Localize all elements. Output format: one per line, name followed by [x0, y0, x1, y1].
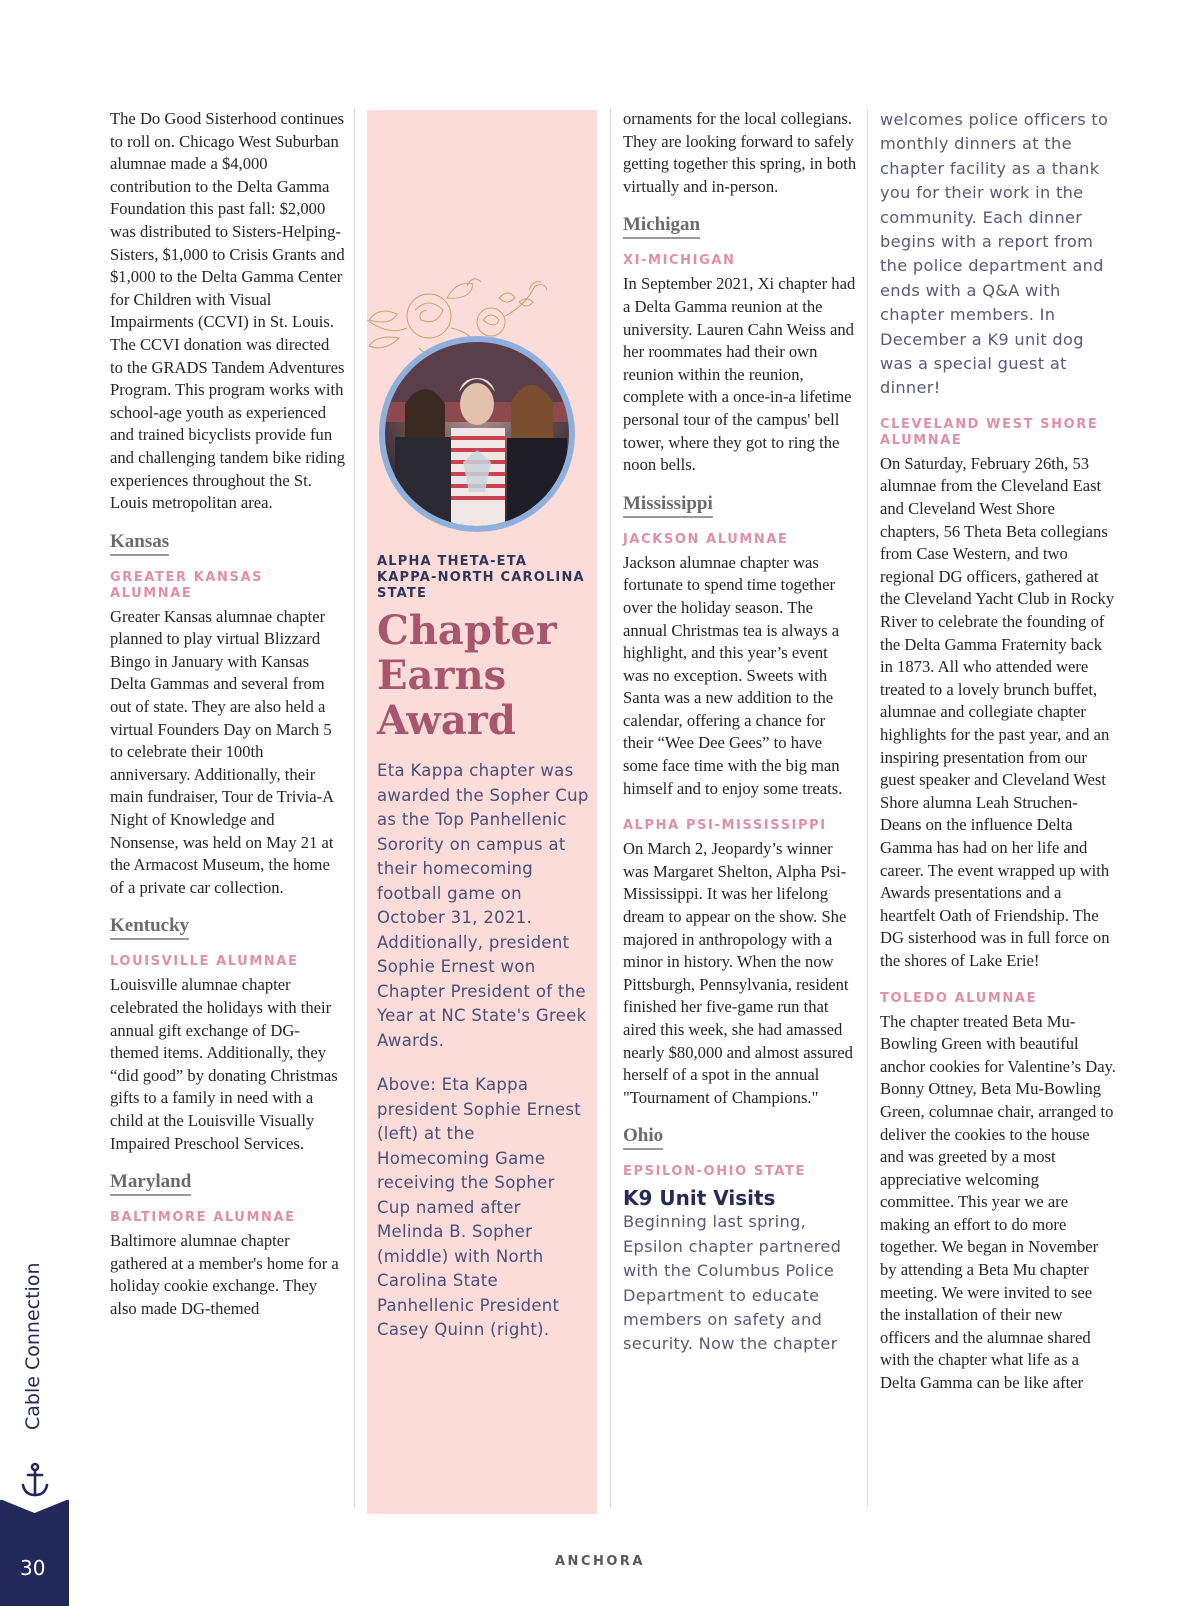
section-paragraph: Beginning last spring, Epsilon chapter partnered with the Columbus Police Department to educate members on safety and security. Now the chapter	[623, 1212, 842, 1354]
section-paragraph: The chapter treated Beta Mu-Bowling Green with beautiful anchor cookies for Valentine’s Day. Bonny Ottney, Beta Mu-Bowling Green, columnae chair, arranged to deliver the cookies to the house and was greeted by a most appreciative welcoming committee. This year we are making an effort to do more together. We began in November by attending a Beta Mu chapter meeting. We were invited to see the installation of their new officers and the alumnae shared with the chapter what life as a Delta Gamma can be like after	[880, 1011, 1116, 1393]
continued-paragraph: welcomes police officers to monthly dinners at the chapter facility as a thank you for their work in the community. Each dinner begins with a report from the police department and ends with a Q&A with chapter members. In December a K9 unit dog was a special guest at dinner!	[880, 110, 1109, 398]
section-paragraph: Greater Kansas alumnae chapter planned to play virtual Blizzard Bingo in January with Kansas Delta Gammas and several from out of state. They are also held a virtual Founders Day on March 5 to celebrate their 100th anniversary. Additionally, their main fundraiser, Tour de Trivia-A Night of Knowledge and Nonsense, was held on May 21 at the Armacost Museum, the home of a private car collection.	[110, 606, 334, 897]
section-cleveland	[880, 417, 1116, 973]
state-heading: Michigan	[623, 214, 700, 239]
column-4	[880, 108, 1116, 1395]
section-toledo	[880, 991, 1116, 1395]
state-heading: Mississippi	[623, 493, 713, 518]
page-tab	[0, 1500, 69, 1606]
section-paragraph: Louisville alumnae chapter celebrated the holidays with their annual gift exchange of DG-themed items. Additionally, they “did good” by donating Christmas gifts to a family in need with a child at the Louisville Visually Impaired Preschool Services.	[110, 975, 338, 1153]
story-subhead: K9 Unit Visits	[623, 1186, 776, 1211]
column-divider	[867, 108, 868, 1508]
chapter-label: ALPHA PSI-MISSISSIPPI	[623, 818, 827, 834]
publication-name: ANCHORA	[555, 1554, 645, 1569]
chapter-label: TOLEDO ALUMNAE	[880, 990, 1038, 1006]
section-mississippi	[623, 493, 857, 1110]
feature-box	[367, 110, 597, 1514]
column-1	[110, 108, 346, 1321]
continued-paragraph: ornaments for the local collegians. They are looking forward to safely getting together this spring, in both virtually and in-person.	[623, 109, 857, 196]
feature-title: Chapter Earns Award	[377, 607, 557, 744]
feature-body: Eta Kappa chapter was awarded the Sopher Cup as the Top Panhellenic Sorority on campus at their homecoming football game on October 31, 2021. Additionally, president Sophie Ernest won Chapter President of the Year at NC State's Greek Awards.	[377, 761, 589, 1050]
feature-kicker: ALPHA THETA-ETA KAPPA-NORTH CAROLINA STATE	[377, 554, 585, 601]
chapter-label: XI-MICHIGAN	[623, 253, 736, 269]
chapter-label: CLEVELAND WEST SHORE ALUMNAE	[880, 416, 1099, 448]
section-paragraph: Baltimore alumnae chapter gathered at a member's home for a holiday cookie exchange. They also made DG-themed	[110, 1231, 339, 1318]
section-side-label: Cable Connection	[22, 1262, 44, 1430]
state-heading: Ohio	[623, 1125, 663, 1150]
page-number: 30	[20, 1556, 46, 1580]
chapter-label: JACKSON ALUMNAE	[623, 531, 789, 547]
column-divider	[610, 108, 611, 1508]
intro-paragraph: The Do Good Sisterhood continues to roll on. Chicago West Suburban alumnae made a $4,000 contribution to the Delta Gamma Foundation this past fall: $2,000 was distributed to Sisters-Helping-Sisters, $1,000 to Crisis Grants and $1,000 to the Delta Gamma Center for Children with Visual Impairments (CCVI) in St. Louis. The CCVI donation was directed to the GRADS Tandem Adventures Program. This program works with school-age youth as experienced and trained bicyclists provide fun and challenging tandem bike riding experiences throughout the St. Louis metropolitan area.	[110, 109, 346, 513]
feature-content	[377, 554, 589, 1343]
section-ohio	[623, 1125, 857, 1356]
state-heading: Kansas	[110, 531, 169, 556]
section-paragraph: Jackson alumnae chapter was fortunate to spend time together over the holiday season. The annual Christmas tea is always a highlight, and this year’s event was no exception. Sweets with Santa was a new addition to the calendar, offering a chance for their “Wee Dee Gees” to have some face time with the big man himself and to enjoy some treats.	[623, 552, 843, 798]
section-paragraph: On Saturday, February 26th, 53 alumnae from the Cleveland East and Cleveland West Shore chapters, 56 Theta Beta collegians from Case Western, and two regional DG officers, gathered at the Cleveland Yacht Club in Rocky River to celebrate the founding of the Delta Gamma Fraternity back in 1873. All who attended were treated to a lovely brunch buffet, alumnae and collegiate chapter highlights for the past year, and an inspiring presentation from our guest speaker and Cleveland West Shore alumna Leah Struchen-Deans on the influence Delta Gamma has had on her life and career. The event wrapped up with Awards presentations and a heartfelt Oath of Friendship. The DG sisterhood was in full force on the shores of Lake Erie!	[880, 453, 1115, 970]
chapter-label: BALTIMORE ALUMNAE	[110, 1210, 296, 1226]
column-3	[623, 108, 857, 1357]
chapter-label: GREATER KANSAS ALUMNAE	[110, 569, 264, 601]
column-divider	[354, 108, 355, 1508]
feature-caption: Above: Eta Kappa president Sophie Ernest (left) at the Homecoming Game receiving the Sopher Cup named after Melinda B. Sopher (middle) with North Carolina State Panhellenic President Casey Quinn (right).	[377, 1075, 581, 1339]
tab-notch-icon	[0, 1499, 69, 1515]
state-heading: Kentucky	[110, 915, 189, 940]
section-paragraph: On March 2, Jeopardy’s winner was Margaret Shelton, Alpha Psi-Mississippi. It was her lifelong dream to appear on the show. She majored in anthropology with a minor in history. When the now Pittsburgh, Pennsylvania, resident finished her five-game run that aired this week, she had amassed nearly $80,000 and almost assured herself of a spot in the annual "Tournament of Champions."	[623, 839, 853, 1107]
anchor-icon	[20, 1462, 50, 1498]
section-michigan	[623, 214, 857, 476]
feature-photo	[379, 336, 575, 532]
chapter-label: LOUISVILLE ALUMNAE	[110, 954, 299, 970]
section-kentucky	[110, 915, 346, 1155]
chapter-label: EPSILON-OHIO STATE	[623, 1164, 806, 1180]
section-paragraph: In September 2021, Xi chapter had a Delta Gamma reunion at the university. Lauren Cahn Weiss and her roommates had their own reunion within the reunion, complete with a once-in-a lifetime personal tour of the campus' bell tower, where they got to ring the noon bells.	[623, 274, 856, 475]
section-kansas	[110, 531, 346, 900]
section-maryland	[110, 1171, 346, 1320]
state-heading: Maryland	[110, 1171, 191, 1196]
photo-figures-icon	[385, 342, 569, 526]
